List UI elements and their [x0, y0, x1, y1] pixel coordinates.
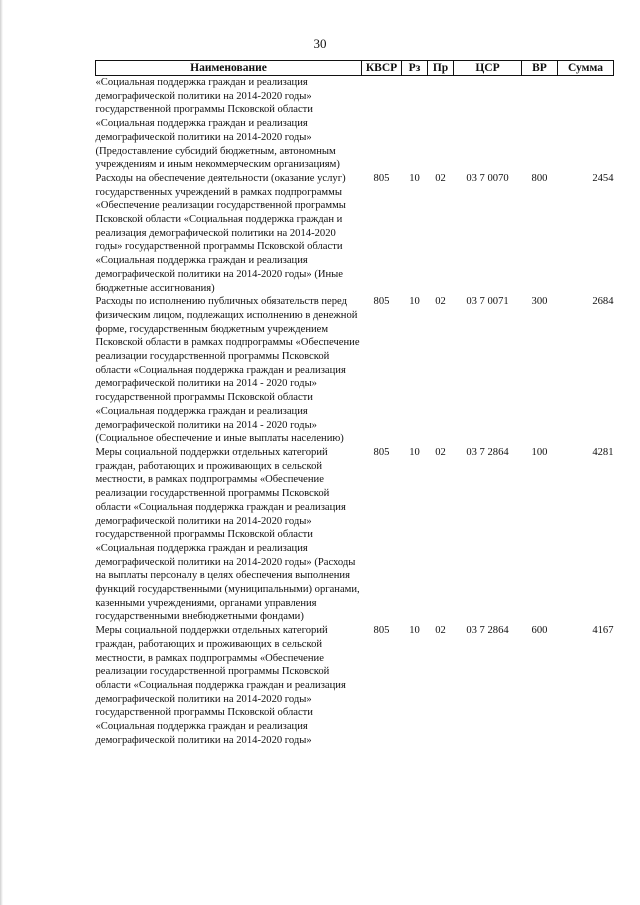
- header-csr: ЦСР: [454, 61, 522, 76]
- scan-edge: [0, 0, 3, 905]
- row-kvsr: 805: [373, 296, 390, 308]
- row-name: «Социальная поддержка граждан и реализация демографической политики на 2014-2020 годы» государственной программы Псковской области «Социальная поддержка граждан и реализация демографической политики на 2014-2020 годы» (Предоставление субсидий бюджетным, автономным учреждениям и иным некоммерческим организациям): [95, 77, 340, 171]
- row-sum: 4281: [592, 446, 614, 458]
- row-rz: 10: [409, 446, 420, 458]
- row-vr: 300: [531, 296, 548, 308]
- header-kvsr: КВСР: [362, 61, 402, 76]
- table-row: [96, 295, 614, 446]
- row-csr: 03 7 0071: [466, 296, 509, 308]
- row-rz: 10: [409, 296, 420, 308]
- row-kvsr: 805: [373, 625, 390, 637]
- table-row: [96, 624, 614, 747]
- header-name: Наименование: [96, 61, 362, 76]
- row-pr: 02: [435, 172, 446, 184]
- row-csr: 03 7 0070: [466, 172, 509, 184]
- row-kvsr: 805: [373, 446, 390, 458]
- header-sum: Сумма: [558, 61, 614, 76]
- row-kvsr: 805: [373, 172, 390, 184]
- table-row: [96, 76, 614, 172]
- row-name: Меры социальной поддержки отдельных категорий граждан, работающих и проживающих в сельской местности, в рамках подпрограммы «Обеспечение реализации государственной программы Псковской области «Социальная поддержка граждан и реализация демографической политики на 2014-2020 годы» государственной программы Псковской области «Социальная поддержка граждан и реализация демографической политики на 2014-2020 годы» (Расходы на выплаты персоналу в целях обеспечения выполнения функций государственными (муниципальными) органами, казенными учреждениями, органами управления государственными внебюджетными фондами): [95, 446, 360, 623]
- header-vr: ВР: [522, 61, 558, 76]
- row-vr: 800: [531, 172, 548, 184]
- table-header-row: [96, 61, 614, 76]
- row-sum: 4167: [592, 625, 614, 637]
- row-name: Расходы по исполнению публичных обязательств перед физическим лицом, подлежащих исполнению в денежной форме, государственным бюджетным учреждением Псковской области в рамках подпрограммы «Обеспечение реализации государственной программы Псковской области «Социальная поддержка граждан и реализация демографической политики на 2014 - 2020 годы» государственной программы Псковской области «Социальная поддержка граждан и реализация демографической политики на 2014 - 2020 годы» (Социальное обеспечение и иные выплаты населению): [95, 296, 360, 445]
- row-sum: 2684: [592, 296, 614, 308]
- page-number: 30: [313, 36, 327, 51]
- row-rz: 10: [409, 625, 420, 637]
- row-vr: 100: [531, 446, 548, 458]
- table-row: [96, 446, 614, 624]
- row-rz: 10: [409, 172, 420, 184]
- row-vr: 600: [531, 625, 548, 637]
- row-pr: 02: [435, 625, 446, 637]
- budget-table: [95, 60, 614, 747]
- table-row: [96, 172, 614, 295]
- row-pr: 02: [435, 446, 446, 458]
- row-pr: 02: [435, 296, 446, 308]
- row-name: Меры социальной поддержки отдельных категорий граждан, работающих и проживающих в сельской местности, в рамках подпрограммы «Обеспечение реализации государственной программы Псковской области «Социальная поддержка граждан и реализация демографической политики на 2014-2020 годы» государственной программы Псковской области «Социальная поддержка граждан и реализация демографической политики на 2014-2020 годы»: [95, 625, 346, 746]
- row-sum: 2454: [592, 172, 614, 184]
- header-pr: Пр: [428, 61, 454, 76]
- header-rz: Рз: [402, 61, 428, 76]
- row-name: Расходы на обеспечение деятельности (оказание услуг) государственных учреждений в рамках подпрограммы «Обеспечение реализации государственной программы Псковской области «Социальная поддержка граждан и реализация демографической политики на 2014-2020 годы» государственной программы Псковской области «Социальная поддержка граждан и реализация демографической политики на 2014-2020 годы» (Иные бюджетные ассигнования): [95, 172, 346, 294]
- row-csr: 03 7 2864: [466, 446, 509, 458]
- row-csr: 03 7 2864: [466, 625, 509, 637]
